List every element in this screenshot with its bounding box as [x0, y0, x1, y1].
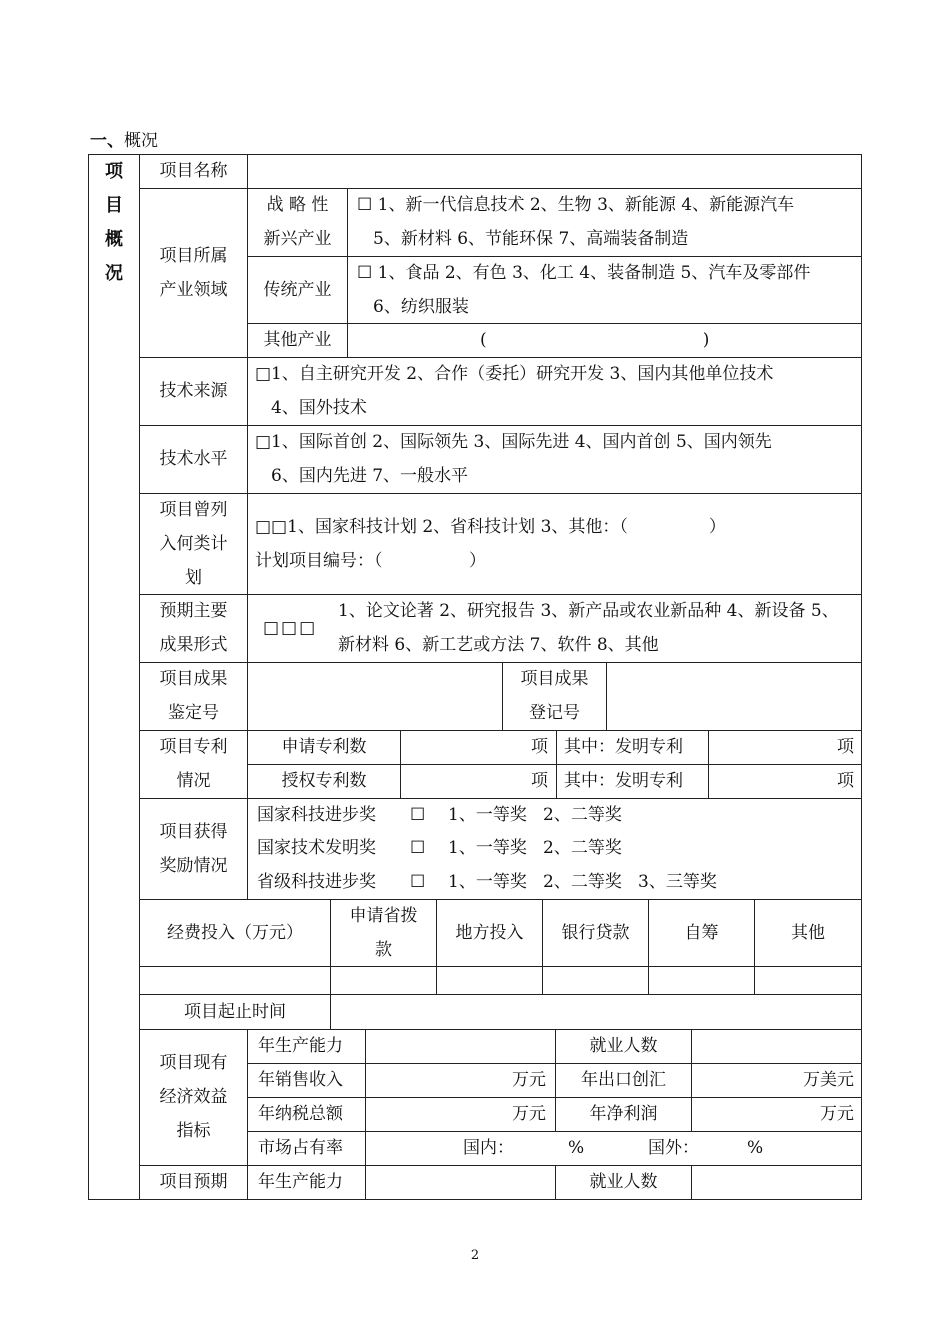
current-profit-unit[interactable]: 万元: [820, 1104, 854, 1124]
results-checkboxes[interactable]: □□□: [263, 618, 318, 638]
current-profit-label: 年净利润: [589, 1104, 658, 1124]
patent-grant-invention-unit[interactable]: 项: [837, 771, 854, 791]
patent-label: 项目专利 情况: [159, 737, 228, 791]
market-share-foreign-label: 国外：: [648, 1138, 699, 1158]
funding-header-other: 其他: [791, 923, 825, 943]
market-share-foreign-pct[interactable]: %: [747, 1138, 764, 1158]
funding-header-local: 地方投入: [455, 923, 524, 943]
funding-label: 经费投入（万元）: [167, 923, 303, 943]
section-title: 一、概况: [90, 131, 158, 151]
other-industry-field[interactable]: ( ): [480, 330, 710, 350]
funding-header-bank: 银行贷款: [561, 923, 630, 943]
registration-label: 项目成果 登记号: [520, 669, 589, 723]
traditional-industry-label: 传统产业: [263, 280, 332, 300]
plan-options[interactable]: □□1、国家科技计划 2、省科技计划 3、其他：（ ）: [255, 517, 726, 537]
current-sales-label: 年销售收入: [258, 1070, 343, 1090]
market-share-domestic-pct[interactable]: %: [568, 1138, 585, 1158]
results-options: 1、论文论著 2、研究报告 3、新产品或农业新品种 4、新设备 5、 新材料 6、新工艺或方法 7、软件 8、其他: [338, 601, 839, 655]
strategic-industry-options[interactable]: ☐ 1、新一代信息技术 2、生物 3、新能源 4、新能源汽车 5、新材料 6、节能环保 7、高端装备制造: [357, 195, 795, 249]
awards-label: 项目获得 奖励情况: [159, 822, 228, 876]
market-share-label: 市场占有率: [258, 1138, 343, 1158]
checkbox-icon[interactable]: ☐: [410, 838, 426, 858]
period-field[interactable]: [333, 995, 858, 1029]
tech-source-label: 技术来源: [159, 381, 228, 401]
tech-level-options[interactable]: □1、国际首创 2、国际领先 3、国际先进 4、国内首创 5、国内领先 6、国内先进 7、一般水平: [255, 432, 772, 486]
patent-apply-invention-label: 其中：发明专利: [564, 737, 683, 757]
patent-grant-unit[interactable]: 项: [531, 771, 548, 791]
tech-level-label: 技术水平: [159, 449, 228, 469]
period-label: 项目起止时间: [184, 1002, 286, 1022]
patent-grant-invention-label: 其中：发明专利: [564, 771, 683, 791]
patent-apply-invention-unit[interactable]: 项: [837, 737, 854, 757]
project-name-label: 项目名称: [159, 161, 228, 181]
current-employees-label: 就业人数: [589, 1036, 658, 1056]
registration-field[interactable]: [609, 662, 859, 730]
expected-employees-label: 就业人数: [589, 1172, 658, 1192]
plan-number-field[interactable]: 计划项目编号：（ ）: [255, 551, 486, 571]
page-number: 2: [470, 1248, 480, 1263]
current-export-label: 年出口创汇: [581, 1070, 666, 1090]
strategic-industry-label: 战 略 性 新兴产业: [263, 195, 332, 249]
current-tax-label: 年纳税总额: [258, 1104, 343, 1124]
results-label: 预期主要 成果形式: [159, 601, 228, 655]
other-industry-label: 其他产业: [263, 330, 332, 350]
industry-field-label: 项目所属 产业领域: [159, 246, 228, 300]
current-benefit-label: 项目现有 经济效益 指标: [159, 1053, 228, 1141]
patent-grant-label: 授权专利数: [281, 771, 367, 791]
current-sales-unit[interactable]: 万元: [512, 1070, 546, 1090]
funding-header-self: 自筹: [684, 923, 719, 943]
tech-source-options[interactable]: □1、自主研究开发 2、合作（委托）研究开发 3、国内其他单位技术 4、国外技术: [255, 364, 774, 418]
current-capacity-label: 年生产能力: [258, 1036, 343, 1056]
current-export-unit[interactable]: 万美元: [803, 1070, 854, 1090]
expected-capacity-label: 年生产能力: [258, 1172, 343, 1192]
traditional-industry-options[interactable]: ☐ 1、食品 2、有色 3、化工 4、装备制造 5、汽车及零部件 6、纺织服装: [357, 263, 811, 317]
expected-label: 项目预期: [159, 1172, 228, 1192]
patent-apply-label: 申请专利数: [281, 737, 367, 757]
appraisal-label: 项目成果 鉴定号: [159, 669, 228, 723]
side-label: 项 目 概 况: [105, 161, 123, 284]
plan-label: 项目曾列 入何类计 划: [159, 500, 228, 588]
checkbox-icon[interactable]: ☐: [410, 872, 426, 892]
patent-apply-unit[interactable]: 项: [531, 737, 548, 757]
current-tax-unit[interactable]: 万元: [512, 1104, 546, 1124]
funding-header-province: 申请省拨 款: [349, 906, 418, 960]
market-share-domestic-label: 国内：: [463, 1138, 514, 1158]
checkbox-icon[interactable]: ☐: [410, 805, 426, 825]
appraisal-field[interactable]: [250, 662, 500, 730]
